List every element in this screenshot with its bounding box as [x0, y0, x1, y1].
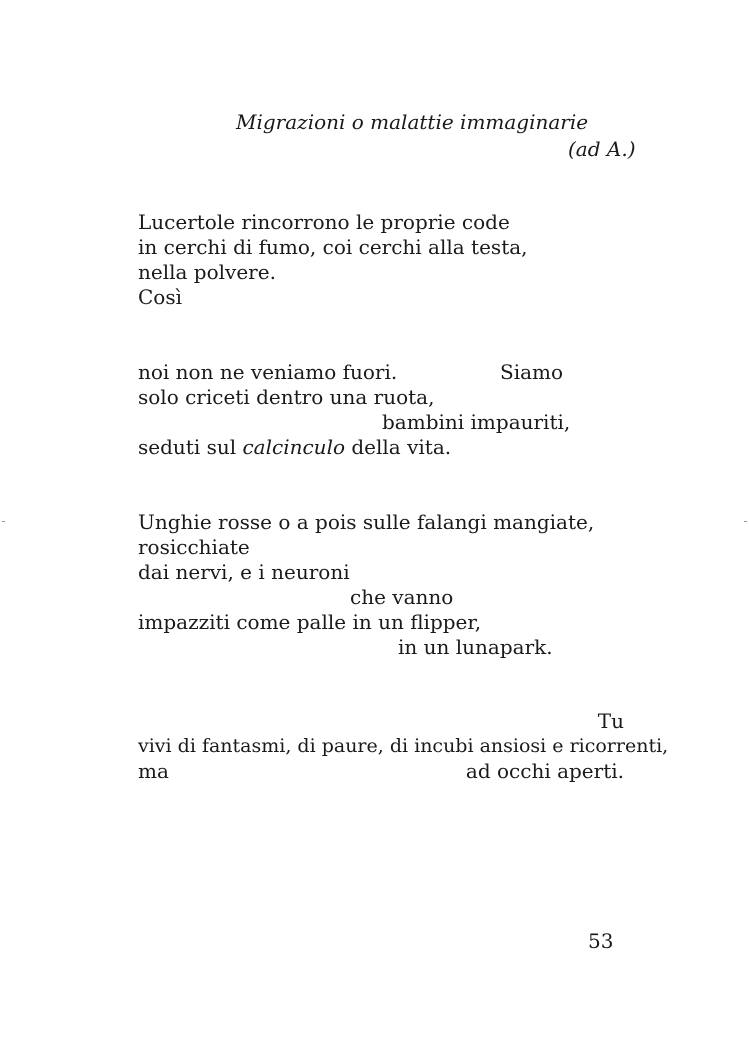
stanza1-line4: Così — [138, 285, 183, 309]
stanza2-line4-part1: seduti sul — [138, 435, 243, 459]
stanza4-line2: vivi di fantasmi, di paure, di incubi ansiosi e ricorrenti, — [138, 735, 669, 757]
stanza3-line3: dai nervi, e i neuroni — [138, 560, 350, 584]
stanza3-line2: rosicchiate — [138, 535, 250, 559]
stanza2-line1b: Siamo — [500, 360, 564, 384]
stanza1-line2: in cerchi di fumo, coi cerchi alla testa, — [138, 235, 528, 259]
poem-title: Migrazioni o malattie immaginarie — [236, 110, 589, 134]
stanza1-line3: nella polvere. — [138, 260, 276, 284]
stanza4-line3a: ma — [138, 759, 169, 783]
stanza2-line2: solo criceti dentro una ruota, — [138, 385, 435, 409]
stanza3-line4: che vanno — [350, 585, 454, 609]
stanza2-line3: bambini impauriti, — [382, 410, 571, 434]
stanza2-line4-part3: della vita. — [345, 435, 452, 459]
stanza2-line1a: noi non ne veniamo fuori. — [138, 360, 398, 384]
margin-mark-left — [2, 521, 5, 522]
stanza3-line6: in un lunapark. — [398, 635, 553, 659]
poem-dedication: (ad A.) — [568, 137, 636, 161]
stanza2-line4-italic-word: calcinculo — [242, 435, 346, 459]
stanza4-line1: Tu — [597, 709, 624, 733]
stanza3-line1: Unghie rosse o a pois sulle falangi mangiate, — [138, 510, 595, 534]
margin-mark-right — [744, 521, 747, 522]
stanza3-line5: impazziti come palle in un flipper, — [138, 610, 482, 634]
stanza4-line3b: ad occhi aperti. — [465, 759, 624, 783]
page-number: 53 — [588, 929, 614, 953]
stanza2-line4 — [138, 435, 451, 459]
stanza1-line1: Lucertole rincorrono le proprie code — [138, 210, 510, 234]
